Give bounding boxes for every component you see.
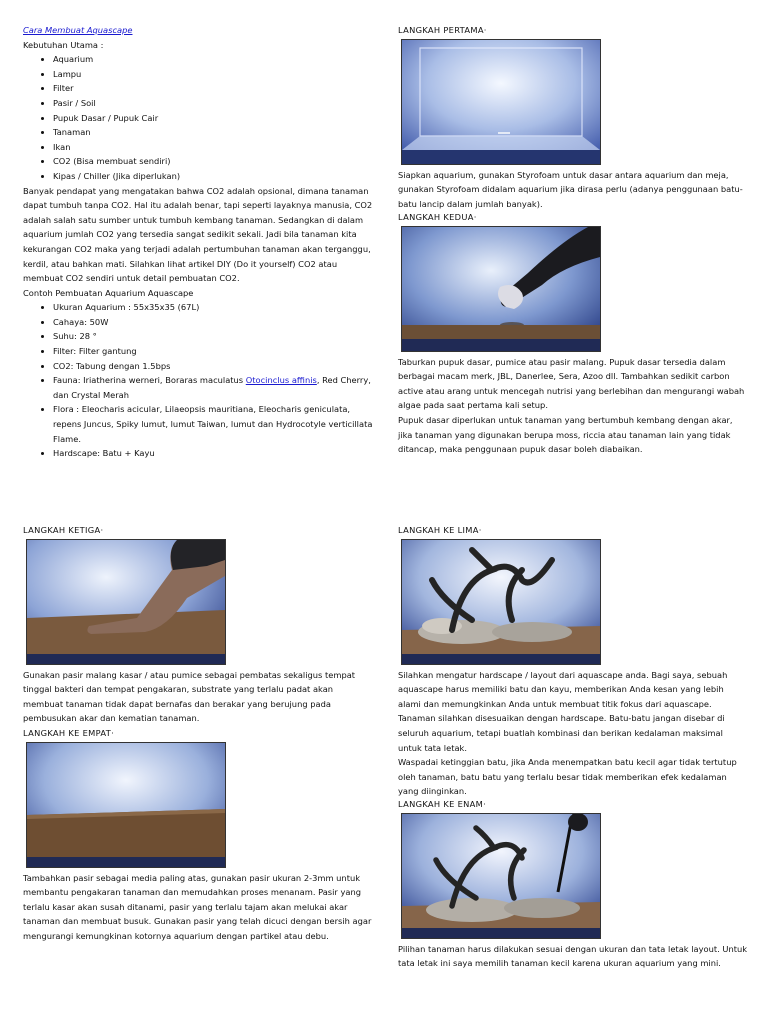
fauna-text: Fauna: Iriatherina werneri, Boraras maculatus: [53, 375, 246, 386]
step-5-photo: [401, 539, 601, 665]
list-item: • Pupuk Dasar / Pupuk Cair: [53, 111, 375, 126]
list-item: • Ukuran Aquarium : 55x35x35 (67L): [53, 300, 375, 315]
example-list: [23, 300, 375, 461]
list-item: • Lampu: [53, 67, 375, 82]
example-label: Contoh Pembuatan Aquarium Aquascape: [23, 287, 194, 298]
step-3-photo: [26, 539, 226, 665]
step-1-heading: LANGKAH PERTAMA·: [398, 25, 487, 35]
list-item: • Kipas / Chiller (Jika diperlukan): [53, 169, 375, 184]
step-6-text: Pilihan tanaman harus dilakukan sesuai dengan ukuran dan tata letak layout. Untuk tata letak ini saya memilih tanaman kecil karena ukuran aquarium yang mini.: [398, 943, 748, 969]
list-item: • Suhu: 28 °: [53, 329, 375, 344]
step-5-section: [398, 523, 748, 799]
left-article-column: [23, 23, 375, 461]
list-item: • Aquarium: [53, 52, 375, 67]
pouring-fertilizer-image: [402, 227, 600, 351]
list-item-fauna: [53, 373, 375, 402]
step-5-text-2: Tanaman silahkan disesuaikan dengan hardscape. Batu-batu jangan disebar di seluruh aquarium, tetapi buatlah kombinasi dan berikan kedalaman maksimal untuk tata letak.: [398, 713, 725, 753]
needs-label: Kebutuhan Utama :: [23, 39, 104, 50]
fauna-text-end: , Red Cherry, dan Crystal Merah: [53, 375, 371, 400]
list-item: • Pasir / Soil: [53, 96, 375, 111]
hand-spreading-substrate-image: [27, 540, 225, 664]
step-1-photo: [401, 39, 601, 165]
step-6-photo: [401, 813, 601, 939]
list-item: • CO2: Tabung dengan 1.5bps: [53, 359, 375, 374]
step-4-section: [23, 726, 375, 944]
list-item: • Flora : Eleocharis acicular, Lilaeopsis mauritiana, Eleocharis geniculata, repens Juncus, Spiky lumut, lumut Taiwan, lumut dan Hydrocotyle verticillata Flame.: [53, 402, 375, 446]
list-item: • CO2 (Bisa membuat sendiri): [53, 154, 375, 169]
empty-aquarium-image: [402, 40, 600, 164]
otocinclus-link[interactable]: Otocinclus affinis: [245, 375, 317, 386]
step-5-heading: LANGKAH KE LIMA·: [398, 525, 482, 535]
step-5-text-3: Waspadai ketinggian batu, jika Anda menempatkan batu kecil agar tidak tertutup oleh tanaman, batu batu yang terlalu besar tidak memberikan efek kedalaman yang diinginkan.: [398, 757, 737, 797]
list-item: • Hardscape: Batu + Kayu: [53, 446, 375, 461]
step-3-text: Gunakan pasir malang kasar / atau pumice sebagai pembatas sekaligus tempat tinggal bakteri dan tempat pengakaran, substrate yang terlalu padat akan membuat tanaman tidak dapat bernafas dan berakar yang berujung pada pembusukan akar dan kematian tanaman.: [23, 669, 356, 724]
step-2-section: [398, 210, 748, 457]
list-item: • Ikan: [53, 140, 375, 155]
needs-list: [23, 52, 375, 183]
list-item: • Filter: Filter gantung: [53, 344, 375, 359]
step-5-text-1: Silahkan mengatur hardscape / layout dari aquascape anda. Bagi saya, sebuah aquascape harus memiliki batu dan kayu, memberikan Anda kesan yang lebih alami dan memungkinkan Anda untuk membuat titik fokus dari aquascape.: [398, 669, 728, 709]
step-2-text-1: Taburkan pupuk dasar, pumice atau pasir malang. Pupuk dasar tersedia dalam berbagai macam merk, JBL, Danerlee, Sera, Azoo dll. Tambahkan sedikit carbon active atau arang untuk mencegah nutrisi yang berlebihan dan mengurangi wabah algae pada saat pertama kali setup.: [398, 356, 745, 411]
list-item: • Filter: [53, 81, 375, 96]
step-4-heading: LANGKAH KE EMPAT·: [23, 728, 115, 738]
step-4-text: Tambahkan pasir sebagai media paling atas, gunakan pasir ukuran 2-3mm untuk membantu pengakaran tanaman dan memudahkan proses menanam. Pasir yang terlalu kasar akan susah ditanami, pasir yang terlalu tajam akan melukai akar tanaman dan membuat busuk. Gunakan pasir yang telah dicuci dengan bersih agar mengurangi kemungkinan kotornya aquarium dengan partikel atau debu.: [23, 872, 372, 941]
hardscape-layout-image: [402, 540, 600, 664]
step-4-photo: [26, 742, 226, 868]
list-item: • Tanaman: [53, 125, 375, 140]
step-2-text-2: Pupuk dasar diperlukan untuk tanaman yang bertumbuh kembang dengan akar, jika tanaman yang digunakan berupa moss, riccia atau tanaman lain yang tidak ditancap, maka penggunaan pupuk dasar boleh diabaikan.: [398, 414, 733, 455]
list-item: • Cahaya: 50W: [53, 315, 375, 330]
sand-layer-image: [27, 743, 225, 867]
co2-paragraph: Banyak pendapat yang mengatakan bahwa CO2 adalah opsional, dimana tanaman dapat tumbuh tanpa CO2. Hal itu adalah benar, tapi seperti layaknya manusia, CO2 adalah salah satu sumber untuk tumbuh kembang tanaman. Sedangkan di dalam aquarium jumlah CO2 yang tersedia sangat sedikit sekali. Jadi bila tanaman kita kekurangan CO2 maka yang terjadi adalah pertumbuhan tanaman akan terganggu, kerdil, atau bahkan mati. Silahkan lihat artikel DIY (Do it yourself) CO2 atau membuat CO2 sendiri untuk detail pembuatan CO2.: [23, 185, 373, 284]
step-6-heading: LANGKAH KE ENAM·: [398, 799, 487, 809]
step-1-section: [398, 23, 748, 211]
article-title-link[interactable]: Cara Membuat Aquascape: [23, 25, 133, 35]
step-2-heading: LANGKAH KEDUA·: [398, 212, 477, 222]
step-1-text: Siapkan aquarium, gunakan Styrofoam untuk dasar antara aquarium dan meja, gunakan Styrofoam didalam aquarium jika dirasa perlu (adanya penggunaan batu-batu lancip dalam jumlah banyak).: [398, 169, 743, 209]
step-6-section: [398, 797, 748, 971]
step-2-photo: [401, 226, 601, 352]
step-3-section: [23, 523, 375, 726]
planting-image: [402, 814, 600, 938]
step-3-heading: LANGKAH KETIGA·: [23, 525, 104, 535]
